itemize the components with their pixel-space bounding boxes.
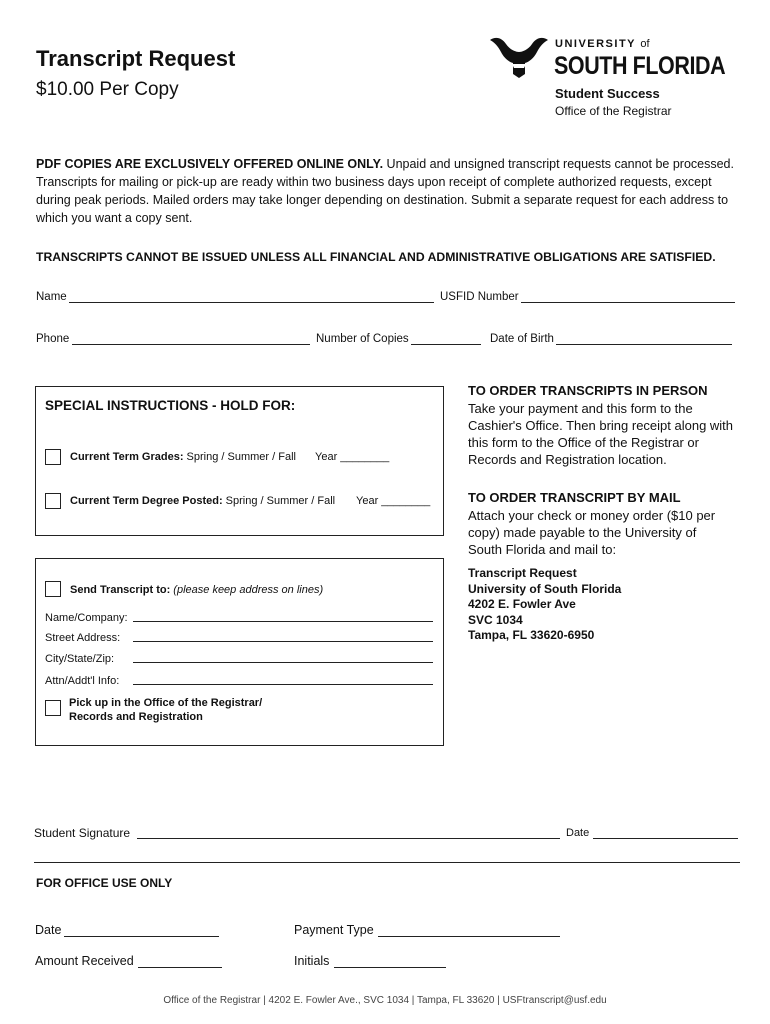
in-person-heading: TO ORDER TRANSCRIPTS IN PERSON — [468, 383, 708, 398]
degree-posted-checkbox[interactable] — [45, 493, 61, 509]
logo-of: of — [640, 38, 650, 50]
current-term-grades-checkbox[interactable] — [45, 449, 61, 465]
phone-label: Phone — [36, 333, 70, 345]
pickup-label: Pick up in the Office of the Registrar/ Records and Registration — [69, 697, 263, 723]
street-address-line[interactable] — [133, 641, 433, 642]
student-signature-label: Student Signature — [34, 826, 131, 840]
degree-posted-year[interactable]: Year ________ — [356, 495, 431, 507]
signature-date-line[interactable] — [593, 838, 738, 839]
address-line: University of South Florida — [468, 581, 622, 596]
name-company-label: Name/Company: — [45, 612, 128, 624]
intro-paragraph — [36, 155, 742, 227]
pickup-checkbox[interactable] — [45, 700, 61, 716]
street-address-label: Street Address: — [45, 632, 121, 644]
amount-received-label: Amount Received — [35, 954, 134, 968]
address-line: 4202 E. Fowler Ave — [468, 597, 576, 611]
office-date-label: Date — [35, 923, 62, 937]
usf-logo — [486, 30, 746, 125]
city-state-zip-line[interactable] — [133, 662, 433, 663]
name-line[interactable] — [69, 302, 434, 303]
initials-line[interactable] — [334, 967, 446, 968]
attn-info-label: Attn/Addt'l Info: — [45, 675, 120, 687]
bull-horns-icon — [488, 34, 550, 78]
address-line: Transcript Request — [468, 566, 577, 580]
name-company-line[interactable] — [133, 621, 433, 622]
address-line: Tampa, FL 33620-6950 — [468, 628, 595, 642]
current-term-grades-label: Current Term Grades: Spring / Summer / Fall — [70, 451, 296, 463]
payment-type-line[interactable] — [378, 936, 560, 937]
logo-department: Student Success — [555, 86, 660, 101]
usfid-label: USFID Number — [440, 291, 519, 303]
usfid-line[interactable] — [521, 302, 735, 303]
special-instructions-heading: SPECIAL INSTRUCTIONS - HOLD FOR: — [45, 398, 296, 413]
logo-office: Office of the Registrar — [555, 104, 672, 118]
dob-line[interactable] — [556, 344, 732, 345]
by-mail-heading: TO ORDER TRANSCRIPT BY MAIL — [468, 490, 681, 505]
divider — [34, 862, 740, 863]
mailing-address — [468, 566, 621, 644]
obligations-notice: TRANSCRIPTS CANNOT BE ISSUED UNLESS ALL FINANCIAL AND ADMINISTRATIVE OBLIGATIONS ARE SATISFIED. — [36, 250, 716, 264]
send-transcript-label: Send Transcript to: (please keep address on lines) — [70, 584, 324, 596]
signature-date-label: Date — [566, 827, 590, 839]
logo-university: UNIVERSITY — [555, 38, 636, 50]
attn-info-line[interactable] — [133, 684, 433, 685]
student-signature-line[interactable] — [137, 838, 560, 839]
page-title: Transcript Request — [36, 46, 236, 71]
logo-south-florida: SOUTH FLORIDA — [554, 52, 726, 80]
footer: Office of the Registrar | 4202 E. Fowler Ave., SVC 1034 | Tampa, FL 33620 | USFtranscript@usf.edu — [163, 995, 607, 1006]
dob-label: Date of Birth — [490, 333, 554, 345]
by-mail-text: Attach your check or money order ($10 per copy) made payable to the University of South Florida and mail to: — [468, 508, 716, 557]
phone-line[interactable] — [72, 344, 310, 345]
degree-posted-label: Current Term Degree Posted: Spring / Summer / Fall — [70, 495, 336, 507]
intro-text: Unpaid and unsigned transcript requests cannot be processed. Transcripts for mailing or pick-up are ready within two business days upon receipt of complete authorized requests, except during peak periods. Mailed orders may take longer depending on destination. Submit a separate request for each address to which you want a copy sent. — [36, 157, 734, 225]
intro-bold: PDF COPIES ARE EXCLUSIVELY OFFERED ONLINE ONLY. — [36, 157, 384, 171]
current-term-grades-year[interactable]: Year ________ — [315, 451, 390, 463]
in-person-text: Take your payment and this form to the Cashier's Office. Then bring receipt along with this form to the Office of the Registrar or Records and Registration location. — [468, 401, 734, 467]
city-state-zip-label: City/State/Zip: — [45, 653, 115, 665]
copies-line[interactable] — [411, 344, 481, 345]
copies-label: Number of Copies — [316, 333, 409, 345]
price-per-copy: $10.00 Per Copy — [36, 79, 179, 100]
address-line: SVC 1034 — [468, 612, 523, 627]
payment-type-label: Payment Type — [294, 923, 374, 937]
send-transcript-checkbox[interactable] — [45, 581, 61, 597]
amount-received-line[interactable] — [138, 967, 222, 968]
initials-label: Initials — [294, 954, 330, 968]
office-date-line[interactable] — [64, 936, 219, 937]
name-label: Name — [36, 291, 67, 303]
office-use-heading: FOR OFFICE USE ONLY — [36, 876, 173, 890]
